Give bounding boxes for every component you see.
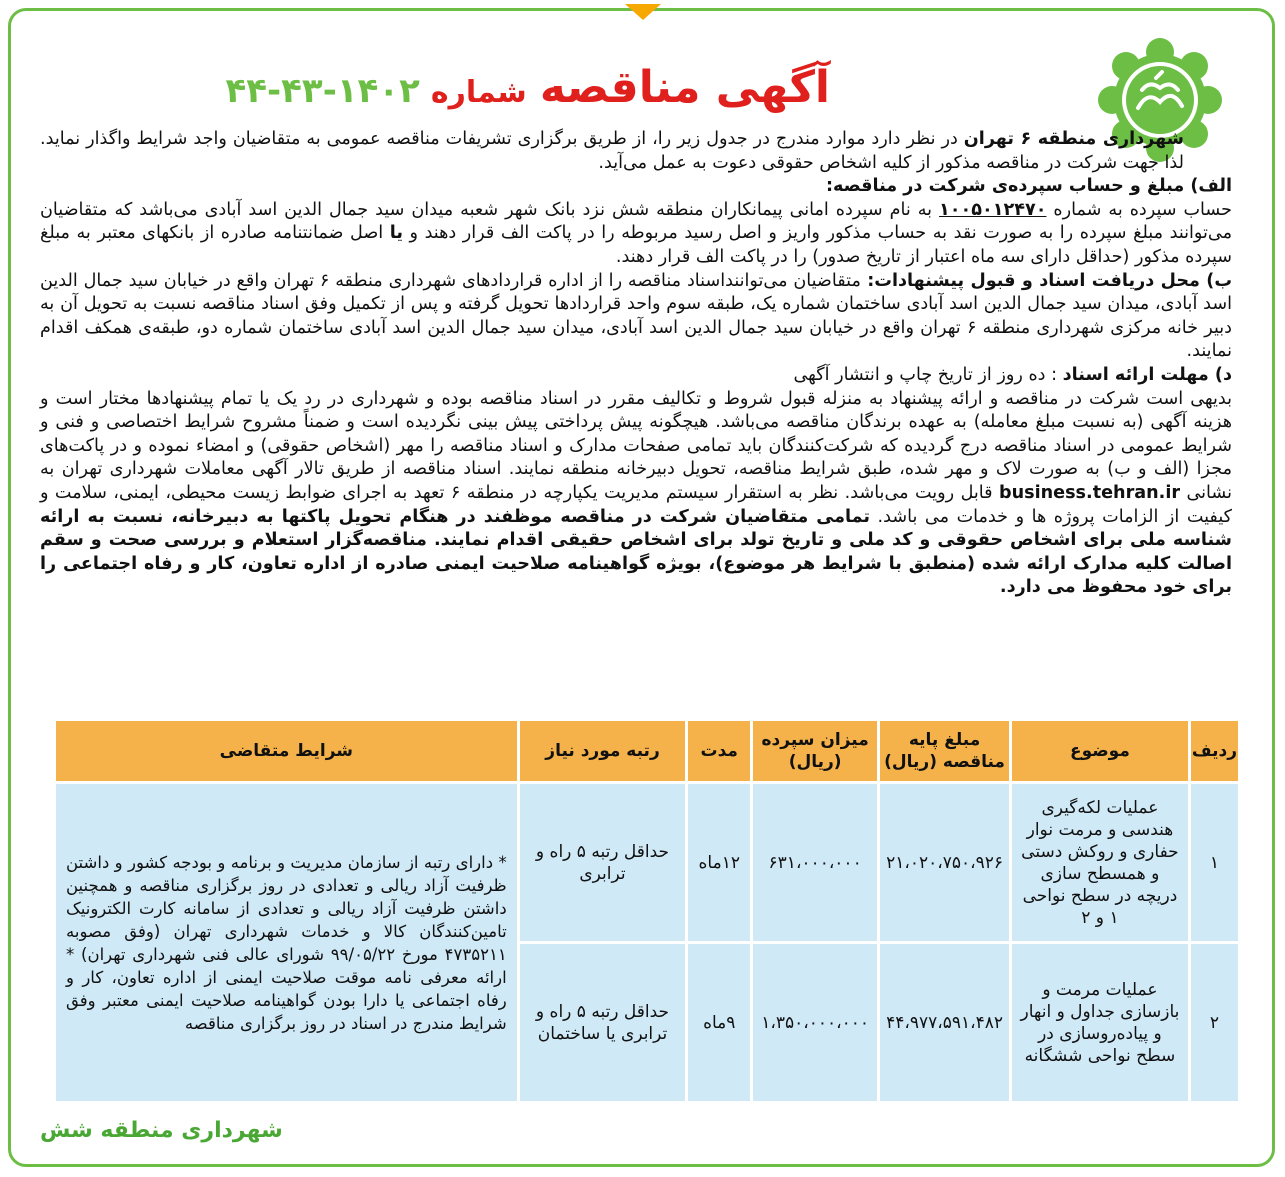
cell-grade: حداقل رتبه ۵ راه و ترابری یا ساختمان (518, 943, 687, 1103)
cell-deposit: ۶۳۱،۰۰۰،۰۰۰ (752, 783, 879, 943)
title-number: ۱۴۰۲-۴۳-۴۴ (225, 71, 420, 111)
cell-base-amount: ۴۴،۹۷۷،۵۹۱،۴۸۲ (879, 943, 1011, 1103)
header-row-number: ردیف (1189, 720, 1239, 783)
account-number: ۱۰۰۵۰۱۲۴۷۰ (939, 199, 1047, 220)
header-duration: مدت (687, 720, 752, 783)
section-a-text-1: حساب سپرده به شماره (1046, 199, 1232, 220)
section-a-ya: یا (389, 223, 403, 244)
cell-row-number: ۱ (1189, 783, 1239, 943)
intro-paragraph (40, 128, 1232, 175)
cell-conditions: * دارای رتبه از سازمان مدیریت و برنامه و بودجه کشور و داشتن ظرفیت آزاد ریالی و تعدادی در روز برگزاری مناقصه و همچنین داشتن ظرفیت آزاد ریالی و تعدادی از سامانه کارت الکترونیک تامین‌کنندگان کالا و خدمات شهرداری تهران (وفق مصوبه ۴۷۳۵۲۱۱ مورخ ۹۹/۰۵/۲۲ شورای عالی فنی شهرداری تهران) * ارائه معرفی نامه موقت صلاحیت ایمنی از اداره تعاون، کار و رفاه اجتماعی یا دارا بودن گواهینامه صلاحیت ایمنی معتبر وفق شرایط مندرج در اسناد در روز برگزاری مناقصه (55, 783, 519, 1103)
cell-duration: ۱۲ماه (687, 783, 752, 943)
cell-base-amount: ۲۱،۰۲۰،۷۵۰،۹۲۶ (879, 783, 1011, 943)
notice-body (40, 128, 1232, 600)
general-bold-text: تمامی متقاضیان شرکت در مناقصه موظفند در هنگام تحویل پاکتها به دبیرخانه، نسبت به ارائه شناسه ملی برای اشخاص حقوقی و کد ملی و تاریخ تولد برای اشخاص حقیقی اقدام نمایند. مناقصه‌گزار استعلام و بررسی صحت و سقم اصالت کلیه مدارک ارائه شده (منطبق با شرایط هر موضوع)، بویژه گواهینامه صلاحیت ایمنی صادره از اداره تعاون، کار و رفاه اجتماعی را برای خود محفوظ می دارد. (40, 506, 1232, 598)
cell-subject: عملیات مرمت و بازسازی جداول و انهار و پیاده‌روسازی در سطح نواحی ششگانه (1011, 943, 1190, 1103)
cell-row-number: ۲ (1189, 943, 1239, 1103)
section-d-paragraph (40, 364, 1232, 388)
title-main: آگهی مناقصه (539, 62, 830, 113)
cell-duration: ۹ماه (687, 943, 752, 1103)
table-row (55, 783, 1240, 943)
header-grade: رتبه مورد نیاز (518, 720, 687, 783)
header-conditions: شرایط متقاضی (55, 720, 519, 783)
section-a-text-3: اصل ضمانتنامه صادره از بانکهای معتبر به مبلغ سپرده مذکور (حداقل دارای سه ماه اعتبار از تاریخ صدور) را در پاکت الف قرار دهند. (40, 223, 1232, 267)
section-d-heading: د) مهلت ارائه اسناد (1062, 364, 1232, 385)
cell-subject: عملیات لکه‌گیری هندسی و مرمت نوار حفاری و روکش دستی و همسطح سازی دریچه در سطح نواحی ۱ و ۲ (1011, 783, 1190, 943)
website-link[interactable]: business.tehran.ir (999, 482, 1181, 503)
title-number-label: شماره (430, 75, 527, 110)
footer-signature: شهرداری منطقه شش (40, 1118, 283, 1143)
header-deposit: میزان سپرده (ریال) (752, 720, 879, 783)
cell-deposit: ۱،۳۵۰،۰۰۰،۰۰۰ (752, 943, 879, 1103)
section-b-paragraph (40, 270, 1232, 364)
general-text-2: قابل رویت می‌باشد. نظر به استقرار سیستم مدیریت یکپارچه در منطقه ۶ تعهد به اجرای ضوابط زیست محیطی، ایمنی، سلامت و کیفیت از الزامات پروژه ها و خدمات می باشد. (40, 482, 1233, 527)
section-b-heading: ب) محل دریافت اسناد و قبول پیشنهادات: (860, 270, 1232, 291)
tender-table (53, 718, 1241, 1104)
table-header-row (55, 720, 1240, 783)
section-a-heading: الف) مبلغ و حساب سپرده‌ی شرکت در مناقصه: (825, 176, 1232, 197)
notice-title (225, 62, 830, 122)
header-base-amount: مبلغ پایه مناقصه (ریال) (879, 720, 1011, 783)
section-d-text: : ده روز از تاریخ چاپ و انتشار آگهی (793, 364, 1063, 385)
section-a-paragraph (40, 199, 1232, 270)
header-subject: موضوع (1011, 720, 1190, 783)
intro-text: در نظر دارد موارد مندرج در جدول زیر را، از طریق برگزاری تشریفات مناقصه عمومی به متقاضیان واجد شرایط واگذار نماید. لذا جهت شرکت در مناقصه مذکور از کلیه اشخاص حقوقی دعوت به عمل می‌آید. (40, 129, 1184, 173)
intro-org: شهرداری منطقه ۶ تهران (963, 129, 1184, 149)
general-paragraph (40, 388, 1232, 600)
section-a-text-2: به نام سپرده امانی پیمانکاران منطقه شش نزد بانک شهر شعبه میدان سید جمال الدین اسد آبادی می‌باشد که متقاضیان می‌توانند مبلغ سپرده را به صورت نقد به حساب مذکور واریز و اصل رسید مربوطه را در پاکت الف قرار دهند و (40, 199, 1232, 244)
cell-grade: حداقل رتبه ۵ راه و ترابری (518, 783, 687, 943)
general-text-1: بدیهی است شرکت در مناقصه و ارائه پیشنهاد به منزله قبول شروط و تکالیف مقرر در اسناد مناقصه بوده و شهرداری در رد یک یا تمام پیشنهادها مختار است و هزینه آگهی (به نسبت مبلغ معامله) به عهده برندگان مناقصه می‌باشد. هیچگونه پیش پرداختی پیش بینی نگردیده است و ضمناً مشروح شرایط اختصاصی و فنی و شرایط عمومی در اسناد مناقصه درج گردیده که شرکت‌کنندگان باید تمامی صفحات مدارک و اسناد مناقصه را مهر (اشخاص حقوقی) و امضاء نموده و در پاکت‌های مجزا (الف و ب) به صورت لاک و مهر شده، طبق شرایط مناقصه، تحویل دبیرخانه منطقه نمایند. اسناد مناقصه از طریق تالار آگهی معاملات شهرداری تهران به نشانی (40, 388, 1232, 503)
section-b-text: متقاضیان می‌توانند‌اسناد مناقصه را از اداره قراردادهای شهرداری منطقه ۶ تهران واقع در خیابان سید جمال الدین اسد آبادی، میدان سید جمال الدین اسد آبادی ساختمان شماره یک، طبقه سوم واحد قراردادها تحویل گرفته و پس از تکمیل وفق اسناد مناقصه نسبت به تحویل آن به دبیر خانه مرکزی شهرداری منطقه ۶ تهران واقع در خیابان سید جمال الدین اسد آبادی، میدان سید جمال الدین اسد آبادی ساختمان شماره دو، طبقه‌ی همکف اقدام نمایند. (40, 270, 1232, 362)
